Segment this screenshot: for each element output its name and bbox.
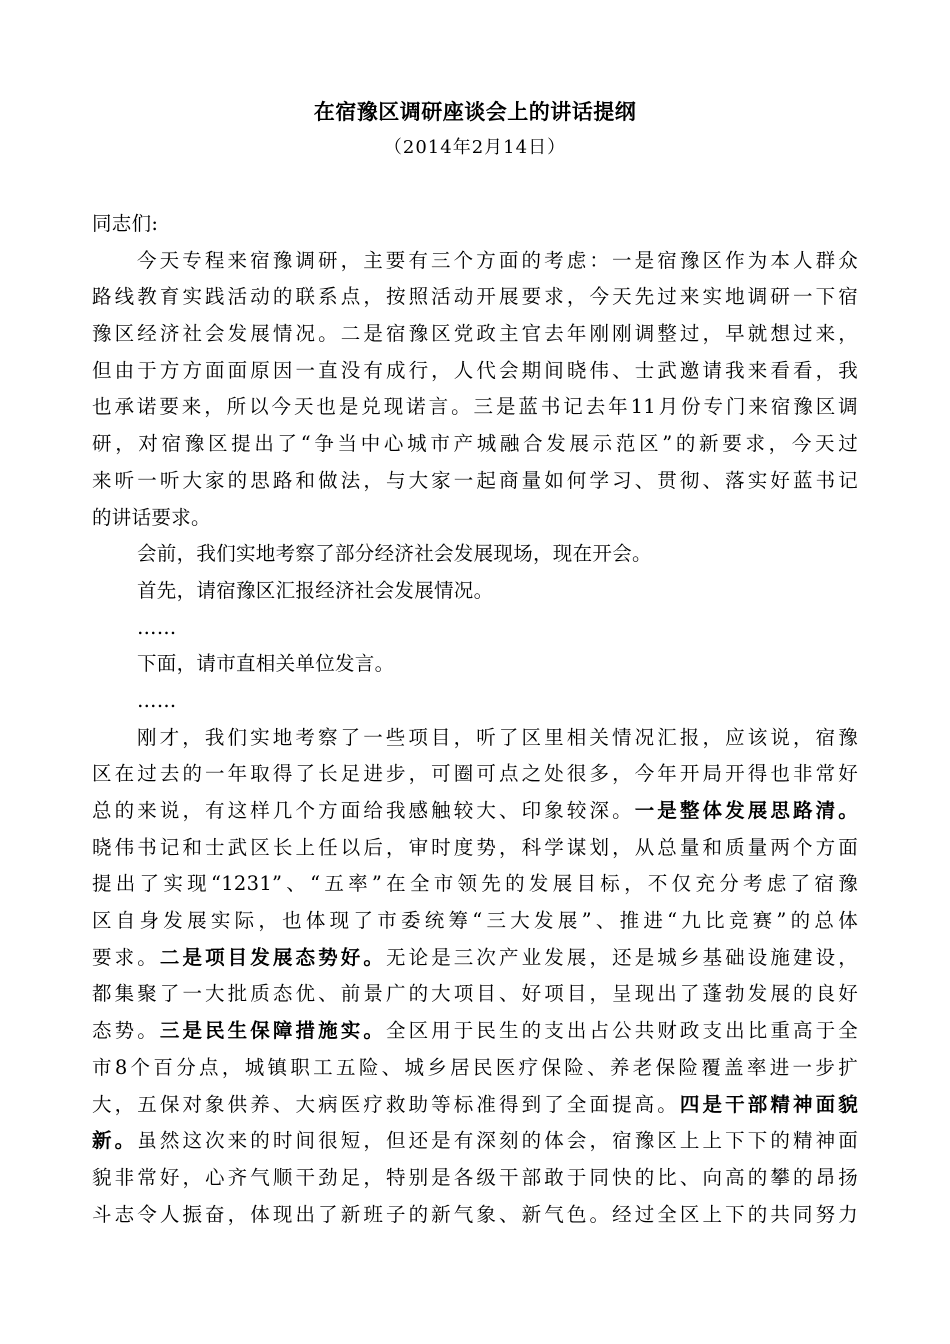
text-segment: 晓伟书记和士武区长上任以后，审时度势，科学谋划，从总量和质量两个方面 xyxy=(92,835,858,859)
text-line xyxy=(92,793,858,830)
text-segment: …… xyxy=(137,615,177,639)
text-segment: 斗志令人振奋，体现出了新班子的新气象、新气色。经过全区上下的共同努力 xyxy=(92,1202,858,1226)
text-segment: 也承诺要来，所以今天也是兑现诺言。三是蓝书记去年11月份专门来宿豫区调 xyxy=(92,395,858,419)
text-segment: 下面，请市直相关单位发言。 xyxy=(137,652,395,676)
text-line xyxy=(92,316,858,353)
document-body xyxy=(92,206,858,1233)
text-line xyxy=(92,756,858,793)
text-segment: 区在过去的一年取得了长足进步，可圈可点之处很多，今年开局开得也非常好 xyxy=(92,762,858,786)
text-segment: 提出了实现“1231”、“五率”在全市领先的发展目标，不仅充分考虑了宿豫 xyxy=(92,872,858,896)
text-segment: 态势。 xyxy=(92,1019,160,1043)
text-line xyxy=(92,1197,858,1234)
text-line xyxy=(92,720,858,757)
text-line xyxy=(92,683,858,720)
text-line xyxy=(92,206,858,243)
text-segment: …… xyxy=(137,688,177,712)
text-segment: 但由于方方面面原因一直没有成行，人代会期间晓伟、士武邀请我来看看，我 xyxy=(92,358,858,382)
text-line xyxy=(92,1087,858,1124)
text-segment: 刚才，我们实地考察了一些项目，听了区里相关情况汇报，应该说，宿豫 xyxy=(137,725,858,749)
text-segment: 路线教育实践活动的联系点，按照活动开展要求，今天先过来实地调研一下宿 xyxy=(92,285,858,309)
text-segment: 豫区经济社会发展情况。二是宿豫区党政主官去年刚刚调整过，早就想过来， xyxy=(92,322,858,346)
bold-phrase: 新。 xyxy=(92,1129,138,1153)
text-segment: 同志们: xyxy=(92,212,159,235)
bold-phrase: 三是民生保障措施实。 xyxy=(159,1019,386,1043)
text-segment: 大，五保对象供养、大病医疗救助等标准得到了全面提高。 xyxy=(92,1092,680,1116)
text-line xyxy=(92,1013,858,1050)
text-line xyxy=(92,279,858,316)
text-segment: 市8个百分点，城镇职工五险、城乡居民医疗保险、养老保险覆盖率进一步扩 xyxy=(92,1055,858,1079)
text-segment: 要求。 xyxy=(92,945,160,969)
text-line xyxy=(92,536,858,573)
text-segment: 今天专程来宿豫调研，主要有三个方面的考虑：一是宿豫区作为本人群众 xyxy=(137,248,858,272)
text-segment: 区自身发展实际，也体现了市委统筹“三大发展”、推进“九比竞赛”的总体 xyxy=(92,909,858,933)
text-line xyxy=(92,646,858,683)
text-line xyxy=(92,353,858,390)
text-line xyxy=(92,1160,858,1197)
text-line xyxy=(92,500,858,537)
text-segment: 无论是三次产业发展，还是城乡基础设施建设， xyxy=(385,945,858,969)
text-line xyxy=(92,866,858,903)
text-segment: 都集聚了一大批质态优、前景广的大项目、好项目，呈现出了蓬勃发展的良好 xyxy=(92,982,858,1006)
text-segment: 总的来说，有这样几个方面给我感触较大、印象较深。 xyxy=(92,799,635,822)
text-segment: 全区用于民生的支出占公共财政支出比重高于全 xyxy=(385,1019,858,1043)
text-segment: 首先，请宿豫区汇报经济社会发展情况。 xyxy=(137,578,494,602)
text-line xyxy=(92,463,858,500)
bold-phrase: 二是项目发展态势好。 xyxy=(159,945,386,969)
text-segment: 的讲话要求。 xyxy=(92,505,211,529)
text-line xyxy=(92,426,858,463)
text-segment: 会前，我们实地考察了部分经济社会发展现场，现在开会。 xyxy=(137,542,652,566)
text-segment: 貌非常好，心齐气顺干劲足，特别是各级干部敢于同快的比、向高的攀的昂扬 xyxy=(92,1165,858,1189)
bold-phrase: 四是干部精神面貌 xyxy=(679,1092,858,1116)
text-line xyxy=(92,573,858,610)
document-date: （2014年2月14日） xyxy=(383,137,567,158)
text-line xyxy=(92,976,858,1013)
text-line xyxy=(92,389,858,426)
text-line xyxy=(92,903,858,940)
text-segment: 虽然这次来的时间很短，但还是有深刻的体会，宿豫区上上下下的精神面 xyxy=(137,1129,858,1153)
text-line xyxy=(92,940,858,977)
text-segment: 研，对宿豫区提出了“争当中心城市产城融合发展示范区”的新要求，今天过 xyxy=(92,432,858,456)
text-line xyxy=(92,610,858,647)
document-title: 在宿豫区调研座谈会上的讲话提纲 xyxy=(313,99,637,124)
text-segment: 来听一听大家的思路和做法，与大家一起商量如何学习、贯彻、落实好蓝书记 xyxy=(92,468,858,492)
text-line xyxy=(92,243,858,280)
bold-phrase: 一是整体发展思路清。 xyxy=(634,799,858,822)
text-line xyxy=(92,830,858,867)
text-line xyxy=(92,1050,858,1087)
text-line xyxy=(92,1123,858,1160)
